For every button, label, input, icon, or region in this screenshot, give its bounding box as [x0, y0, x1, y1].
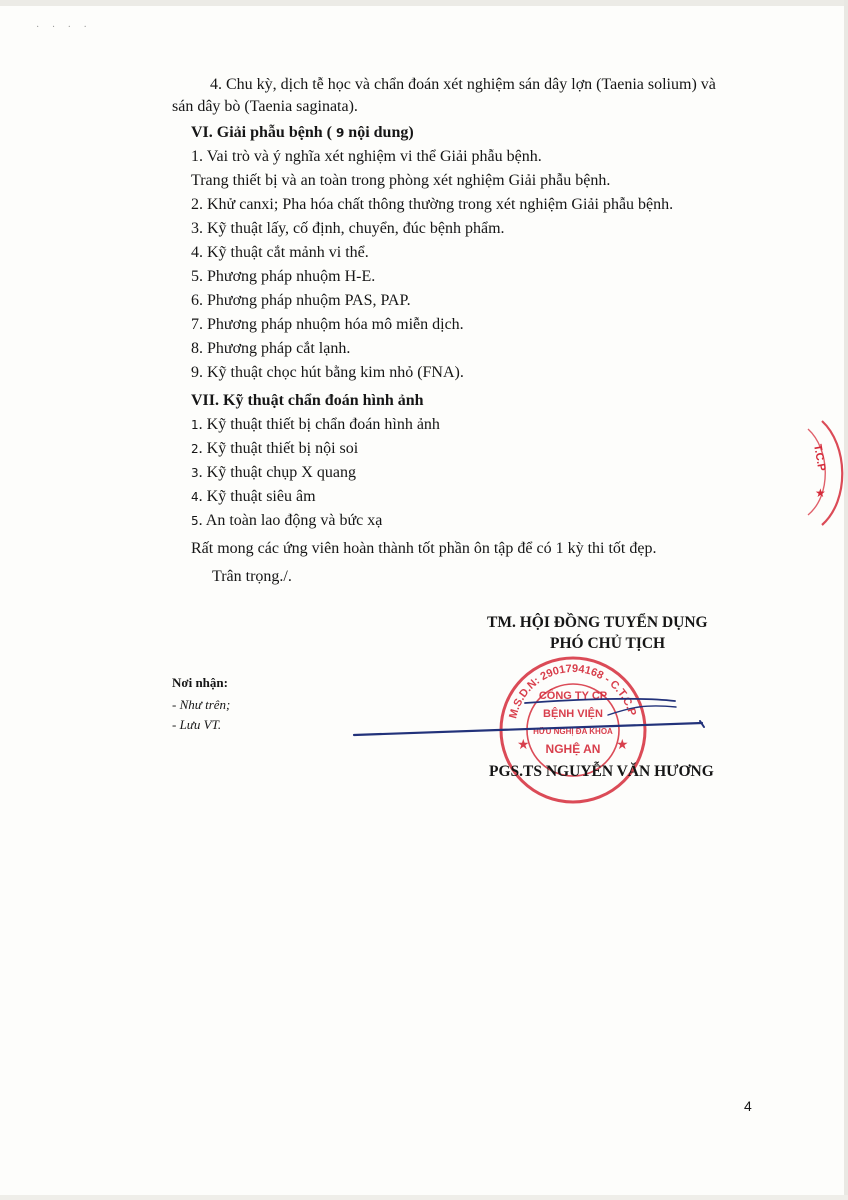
section-vii-item-number: 3	[191, 466, 199, 480]
edge-seal-text: T.C.P	[811, 443, 828, 473]
page-top-edge	[0, 0, 848, 6]
seal-line-1: CÔNG TY CP	[538, 690, 608, 702]
section-vii-item-number: 5	[191, 514, 199, 528]
section-vii-item	[191, 510, 382, 532]
section-vii-item	[191, 438, 358, 460]
closing-sentence: Rất mong các ứng viên hoàn thành tốt phần ôn tập để có 1 kỳ thi tốt đẹp.	[191, 540, 657, 557]
section-vii-item-number: 1	[191, 418, 199, 432]
recipient-item: - Như trên;	[172, 697, 231, 712]
section-vii-item	[191, 414, 440, 436]
section-vi-item: 3. Kỹ thuật lấy, cố định, chuyển, đúc bệnh phẩm.	[191, 220, 505, 237]
section-vii-title: VII. Kỹ thuật chẩn đoán hình ảnh	[191, 392, 424, 409]
page-number: 4	[744, 1098, 752, 1114]
page-bottom-edge	[0, 1195, 848, 1200]
section-vi-item: 9. Kỹ thuật chọc hút bằng kim nhỏ (FNA).	[191, 364, 464, 381]
section-vi-item: 2. Khử canxi; Pha hóa chất thông thường trong xét nghiệm Giải phẫu bệnh.	[191, 196, 674, 213]
section-vii-item-text: . Kỹ thuật thiết bị chẩn đoán hình ảnh	[198, 416, 440, 433]
section-vii-item	[191, 462, 356, 484]
section-vi-item: 4. Kỹ thuật cắt mảnh vi thể.	[191, 244, 369, 261]
seal-line-2: BỆNH VIỆN	[543, 708, 603, 720]
seal-line-3: HỮU NGHỊ ĐA KHOA	[533, 727, 613, 736]
scan-artifact-dots: · · · ·	[36, 22, 92, 33]
paragraph-4-line-2: sán dây bò (Taenia saginata).	[172, 98, 358, 115]
section-vii-item-text: . Kỹ thuật siêu âm	[198, 488, 316, 505]
edge-seal-star-icon: ★	[815, 486, 826, 500]
section-vi-title	[191, 122, 414, 144]
section-vi-title-count: 9	[335, 126, 345, 140]
signer-role: PHÓ CHỦ TỊCH	[550, 635, 666, 652]
signer-org: TM. HỘI ĐỒNG TUYỂN DỤNG	[487, 614, 708, 631]
section-vii-item-text: . Kỹ thuật chụp X quang	[198, 464, 356, 481]
seal-line-4: NGHỆ AN	[545, 742, 601, 756]
page-right-edge	[844, 0, 848, 1200]
regards: Trân trọng./.	[212, 568, 292, 585]
seal-star-right-icon: ★	[616, 738, 629, 753]
section-vii-item	[191, 486, 316, 508]
section-vi-item: 5. Phương pháp nhuộm H-E.	[191, 268, 376, 285]
section-vii-item-text: . Kỹ thuật thiết bị nội soi	[198, 440, 359, 457]
section-vi-title-prefix: VI. Giải phẫu bệnh (	[191, 124, 332, 141]
handwritten-signature	[350, 695, 710, 745]
paragraph-4-line-1: 4. Chu kỳ, dịch tễ học và chẩn đoán xét nghiệm sán dây lợn (Taenia solium) và	[210, 76, 716, 93]
section-vii-item-number: 2	[191, 442, 199, 456]
section-vi-item: 1. Vai trò và ý nghĩa xét nghiệm vi thể Giải phẫu bệnh.	[191, 148, 542, 165]
seal-star-left-icon: ★	[517, 738, 530, 753]
seal-ring-text: M.S.D.N: 2901794168 - C.T.C.P	[507, 662, 639, 720]
recipients-title: Nơi nhận:	[172, 675, 228, 690]
section-vi-item: 8. Phương pháp cắt lạnh.	[191, 340, 351, 357]
recipient-item: - Lưu VT.	[172, 717, 222, 732]
section-vi-title-suffix: nội dung)	[348, 124, 414, 141]
section-vi-item: 6. Phương pháp nhuộm PAS, PAP.	[191, 292, 411, 309]
section-vi-item: 7. Phương pháp nhuộm hóa mô miễn dịch.	[191, 316, 464, 333]
section-vii-item-number: 4	[191, 490, 199, 504]
section-vi-item: Trang thiết bị và an toàn trong phòng xét nghiệm Giải phẫu bệnh.	[191, 172, 611, 189]
signer-name: PGS.TS NGUYỄN VĂN HƯƠNG	[489, 763, 714, 780]
section-vii-item-text: . An toàn lao động và bức xạ	[198, 512, 383, 529]
edge-seal-stamp	[800, 415, 848, 530]
